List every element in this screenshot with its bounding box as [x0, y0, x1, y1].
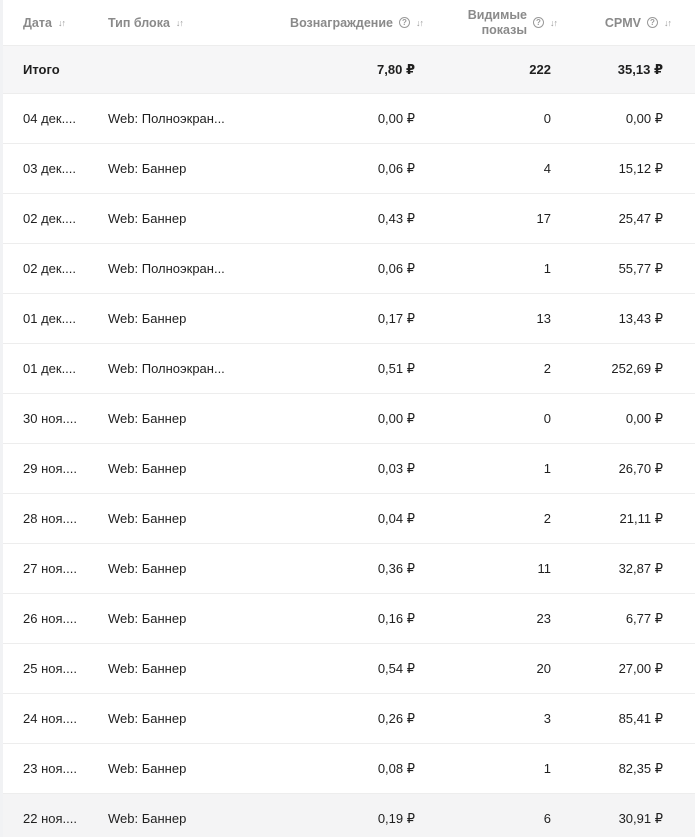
- row-reward: 0,06 ₽: [377, 160, 415, 176]
- row-date: 30 ноя....: [23, 411, 77, 426]
- row-reward: 0,54 ₽: [377, 660, 415, 676]
- row-cpmv: 0,00 ₽: [625, 110, 663, 126]
- row-visible-views: 0: [543, 111, 551, 126]
- row-cpmv: 0,00 ₽: [625, 410, 663, 426]
- table-header: [3, 0, 695, 46]
- row-reward: 0,08 ₽: [377, 760, 415, 776]
- table-row[interactable]: [3, 794, 695, 837]
- row-cpmv: 252,69 ₽: [611, 360, 663, 376]
- table-row[interactable]: [3, 94, 695, 144]
- row-reward: 0,51 ₽: [377, 360, 415, 376]
- sort-icon[interactable]: ↓↑: [664, 17, 671, 28]
- table-row[interactable]: [3, 244, 695, 294]
- table-row[interactable]: [3, 544, 695, 594]
- column-header-date-label: Дата: [23, 15, 52, 30]
- column-header-visible-views-label: [468, 8, 527, 38]
- row-visible-views: 6: [543, 811, 551, 826]
- total-label: Итого: [23, 62, 60, 77]
- row-date: 01 дек....: [23, 361, 77, 376]
- row-block-type: Web: Баннер: [108, 761, 187, 776]
- row-reward: 0,36 ₽: [377, 560, 415, 576]
- total-views: 222: [529, 62, 551, 77]
- row-block-type: Web: Баннер: [108, 811, 187, 826]
- row-reward: 0,06 ₽: [377, 260, 415, 276]
- help-icon[interactable]: ?: [647, 17, 658, 28]
- row-date: 02 дек....: [23, 261, 77, 276]
- row-visible-views: 13: [536, 311, 551, 326]
- column-header-cpmv[interactable]: [605, 0, 671, 45]
- row-visible-views: 1: [543, 261, 551, 276]
- row-visible-views: 1: [543, 761, 551, 776]
- row-block-type: Web: Баннер: [108, 561, 187, 576]
- row-date: 24 ноя....: [23, 711, 77, 726]
- row-block-type: Web: Баннер: [108, 211, 187, 226]
- statistics-table: [3, 0, 695, 837]
- row-block-type: Web: Баннер: [108, 611, 187, 626]
- row-reward: 0,26 ₽: [377, 710, 415, 726]
- row-reward: 0,03 ₽: [377, 460, 415, 476]
- row-cpmv: 25,47 ₽: [618, 210, 663, 226]
- views-label-line1: Видимые: [467, 7, 527, 22]
- row-visible-views: 11: [537, 561, 551, 576]
- table-row[interactable]: [3, 194, 695, 244]
- help-icon[interactable]: ?: [533, 17, 544, 28]
- row-date: 28 ноя....: [23, 511, 77, 526]
- column-header-date[interactable]: [23, 0, 65, 45]
- table-row[interactable]: [3, 744, 695, 794]
- row-date: 02 дек....: [23, 211, 77, 226]
- row-reward: 0,43 ₽: [377, 210, 415, 226]
- column-header-reward[interactable]: [290, 0, 423, 45]
- column-header-block-type[interactable]: [108, 0, 183, 45]
- row-cpmv: 6,77 ₽: [625, 610, 663, 626]
- table-row[interactable]: [3, 144, 695, 194]
- column-header-block-type-label: Тип блока: [108, 15, 170, 30]
- row-date: 26 ноя....: [23, 611, 77, 626]
- table-row[interactable]: [3, 294, 695, 344]
- table-row[interactable]: [3, 444, 695, 494]
- row-cpmv: 32,87 ₽: [618, 560, 663, 576]
- row-visible-views: 4: [543, 161, 551, 176]
- row-visible-views: 1: [543, 461, 551, 476]
- row-visible-views: 3: [543, 711, 551, 726]
- table-row[interactable]: [3, 494, 695, 544]
- row-visible-views: 2: [543, 511, 551, 526]
- row-visible-views: 23: [536, 611, 551, 626]
- total-reward: 7,80 ₽: [377, 61, 415, 77]
- table-row[interactable]: [3, 594, 695, 644]
- column-header-reward-label: Вознаграждение: [290, 15, 393, 30]
- row-date: 27 ноя....: [23, 561, 77, 576]
- sort-icon[interactable]: ↓↑: [57, 17, 65, 28]
- table-row[interactable]: [3, 694, 695, 744]
- row-date: 25 ноя....: [23, 661, 77, 676]
- row-cpmv: 21,11 ₽: [619, 510, 663, 526]
- row-cpmv: 15,12 ₽: [618, 160, 663, 176]
- row-block-type: Web: Баннер: [108, 161, 187, 176]
- row-visible-views: 20: [536, 661, 551, 676]
- row-block-type: Web: Полноэкран...: [108, 261, 225, 276]
- column-header-visible-views[interactable]: [468, 0, 557, 45]
- row-cpmv: 85,41 ₽: [618, 710, 663, 726]
- total-cpmv: 35,13 ₽: [617, 61, 663, 77]
- row-reward: 0,04 ₽: [377, 510, 415, 526]
- row-block-type: Web: Баннер: [108, 661, 187, 676]
- row-reward: 0,00 ₽: [377, 110, 415, 126]
- row-block-type: Web: Полноэкран...: [108, 111, 225, 126]
- row-reward: 0,00 ₽: [377, 410, 415, 426]
- row-date: 03 дек....: [23, 161, 77, 176]
- row-cpmv: 30,91 ₽: [618, 810, 663, 826]
- views-label-line2: показы: [481, 22, 527, 37]
- row-block-type: Web: Баннер: [108, 511, 187, 526]
- row-visible-views: 2: [543, 361, 551, 376]
- row-block-type: Web: Полноэкран...: [108, 361, 225, 376]
- help-icon[interactable]: ?: [399, 17, 410, 28]
- row-visible-views: 17: [536, 211, 551, 226]
- row-date: 22 ноя....: [23, 811, 77, 826]
- table-row[interactable]: [3, 344, 695, 394]
- row-reward: 0,17 ₽: [377, 310, 415, 326]
- row-date: 04 дек....: [23, 111, 77, 126]
- row-cpmv: 13,43 ₽: [618, 310, 663, 326]
- row-cpmv: 55,77 ₽: [618, 260, 663, 276]
- row-date: 01 дек....: [23, 311, 77, 326]
- table-body: [3, 94, 695, 837]
- table-row[interactable]: [3, 644, 695, 694]
- row-date: 29 ноя....: [23, 461, 77, 476]
- row-visible-views: 0: [543, 411, 551, 426]
- sort-icon[interactable]: ↓↑: [416, 17, 423, 28]
- row-reward: 0,19 ₽: [377, 810, 415, 826]
- row-reward: 0,16 ₽: [377, 610, 415, 626]
- row-cpmv: 27,00 ₽: [618, 660, 663, 676]
- total-row: [3, 46, 695, 94]
- sort-icon[interactable]: ↓↑: [175, 17, 183, 28]
- row-date: 23 ноя....: [23, 761, 77, 776]
- row-block-type: Web: Баннер: [108, 311, 187, 326]
- row-cpmv: 26,70 ₽: [618, 460, 663, 476]
- row-block-type: Web: Баннер: [108, 411, 187, 426]
- row-block-type: Web: Баннер: [108, 461, 187, 476]
- row-cpmv: 82,35 ₽: [618, 760, 663, 776]
- row-block-type: Web: Баннер: [108, 711, 187, 726]
- column-header-cpmv-label: CPMV: [604, 15, 641, 30]
- table-row[interactable]: [3, 394, 695, 444]
- sort-icon[interactable]: ↓↑: [550, 17, 557, 28]
